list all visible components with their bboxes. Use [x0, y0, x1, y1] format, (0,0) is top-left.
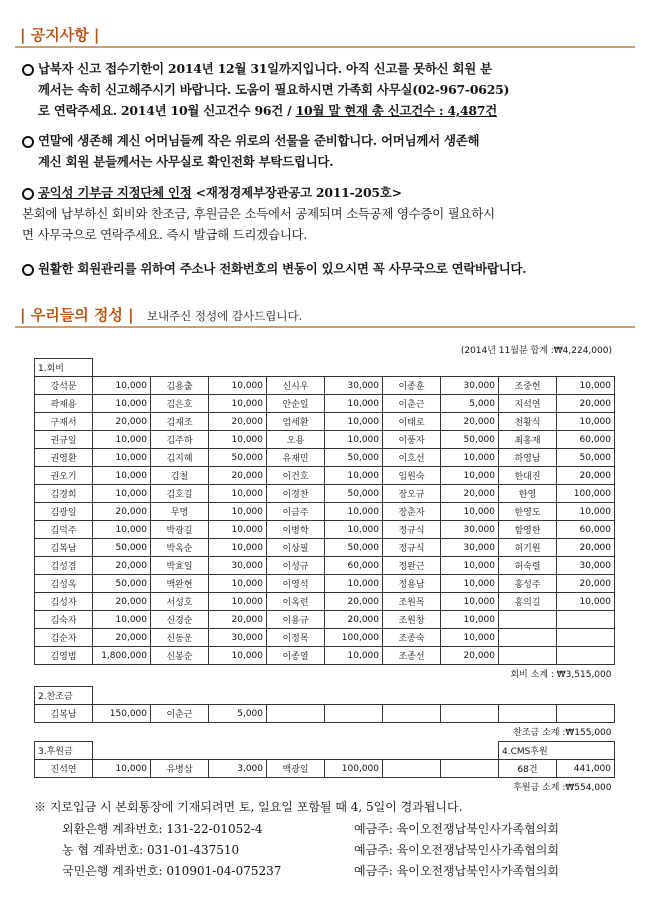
donor-name: 지석연 [499, 395, 557, 413]
donor-name: 장오규 [383, 485, 441, 503]
donor-name: 신시우 [267, 377, 325, 395]
table-row [35, 467, 615, 485]
account-holder-1: 예금주: 육이오전쟁납북인사가족협의회 [354, 822, 559, 836]
cms-count: 68건 [499, 760, 557, 778]
donor-name: 김숙자 [35, 611, 93, 629]
donor-name: 무명 [151, 503, 209, 521]
empty-cell [557, 687, 615, 705]
donor-name: 장춘자 [383, 503, 441, 521]
empty-cell [499, 687, 557, 705]
donation-amount: 10,000 [209, 593, 267, 611]
table-row [35, 521, 615, 539]
donation-amount: 20,000 [557, 575, 615, 593]
empty-cell [209, 687, 267, 705]
donation-amount: 60,000 [325, 557, 383, 575]
donor-name: 권오기 [35, 467, 93, 485]
table-row [35, 705, 615, 723]
table-row [35, 539, 615, 557]
donation-amount: 10,000 [209, 431, 267, 449]
donor-name: 박광길 [151, 521, 209, 539]
donation-amount: 50,000 [557, 449, 615, 467]
donation-amount: 20,000 [325, 611, 383, 629]
donation-amount: 10,000 [93, 485, 151, 503]
cms-section-label: 4.CMS후원 [499, 742, 615, 760]
donor-name: 한대진 [499, 467, 557, 485]
fee-subtotal: 회비 소계 : ₩3,515,000 [510, 670, 612, 680]
support-subtotal: 후원금 소계 :₩554,000 [513, 783, 612, 793]
donation-amount: 20,000 [93, 557, 151, 575]
donor-name: 김복남 [35, 705, 93, 723]
table-section-header [35, 742, 615, 760]
empty-cell [441, 359, 499, 377]
donor-name: 곽재용 [35, 395, 93, 413]
donation-amount: 50,000 [325, 539, 383, 557]
table-row [35, 413, 615, 431]
donor-name: 김영범 [35, 647, 93, 665]
circle-bullet-icon [22, 136, 34, 148]
table-row [35, 611, 615, 629]
donation-amount: 1,800,000 [93, 647, 151, 665]
donation-amount: 30,000 [209, 629, 267, 647]
donation-amount: 10,000 [557, 503, 615, 521]
donor-name: 김용출 [151, 377, 209, 395]
donation-amount: 30,000 [209, 557, 267, 575]
account-holder-3: 예금주: 육이오전쟁납북인사가족협의회 [354, 864, 559, 878]
donation-amount: 10,000 [441, 557, 499, 575]
donor-name: 한영도 [499, 503, 557, 521]
table-row [35, 760, 615, 778]
donor-name: 강석문 [35, 377, 93, 395]
donation-amount: 10,000 [325, 575, 383, 593]
donation-amount: 10,000 [325, 647, 383, 665]
donation-amount: 20,000 [441, 413, 499, 431]
donor-name: 이영석 [267, 575, 325, 593]
donation-amount: 20,000 [441, 647, 499, 665]
circle-bullet-icon [22, 264, 34, 276]
donation-amount: 10,000 [209, 377, 267, 395]
donation-amount: 10,000 [325, 413, 383, 431]
donation-amount: 150,000 [93, 705, 151, 723]
table-section-header [35, 687, 615, 705]
donation-amount: 20,000 [93, 503, 151, 521]
table-row [35, 593, 615, 611]
donation-amount: 3,000 [209, 760, 267, 778]
donation-amount: 50,000 [93, 575, 151, 593]
donation-amount: 10,000 [93, 431, 151, 449]
notice-item-year-end-gift: 연말에 생존해 계신 어머님들께 작은 위로의 선물을 준비합니다. 어머님께서 생존해 계신 회원 분들께서는 사무실로 확인전화 부탁드립니다. [38, 130, 624, 172]
donation-amount: 20,000 [93, 413, 151, 431]
donor-name: 권영환 [35, 449, 93, 467]
donation-amount: 60,000 [557, 521, 615, 539]
donation-amount: 50,000 [325, 449, 383, 467]
empty-cell [267, 359, 325, 377]
empty-cell [151, 687, 209, 705]
donor-name: 임원숙 [383, 467, 441, 485]
donation-amount: 10,000 [557, 413, 615, 431]
empty-cell [441, 705, 499, 723]
donation-amount: 20,000 [557, 395, 615, 413]
donor-name: 유병삼 [151, 760, 209, 778]
donor-name: 조원창 [383, 611, 441, 629]
empty-cell [499, 705, 557, 723]
donation-amount: 30,000 [557, 557, 615, 575]
donor-name: 오용 [267, 431, 325, 449]
donation-amount: 10,000 [93, 449, 151, 467]
donor-name: 이옥련 [267, 593, 325, 611]
donation-subtitle: 보내주신 정성에 감사드립니다. [146, 309, 303, 323]
empty-cell [325, 742, 383, 760]
donor-name: 안순일 [267, 395, 325, 413]
fee-section-label: 1.회비 [35, 359, 93, 377]
empty-cell [383, 760, 441, 778]
notice-item-contact-update: 원활한 회원관리를 위하여 주소나 전화번호의 변동이 있으시면 꼭 사무국으로 연락바랍니다. [38, 258, 624, 279]
empty-cell [93, 359, 151, 377]
donation-amount: 10,000 [93, 521, 151, 539]
donor-name: 김주하 [151, 431, 209, 449]
donor-name: 이호선 [383, 449, 441, 467]
donor-name [499, 611, 557, 629]
empty-cell [325, 705, 383, 723]
donor-name [499, 647, 557, 665]
empty-cell [557, 359, 615, 377]
donor-name: 박옥순 [151, 539, 209, 557]
donor-name: 김철 [151, 467, 209, 485]
donor-name: 이경찬 [267, 485, 325, 503]
donor-name: 서성호 [151, 593, 209, 611]
empty-cell [267, 705, 325, 723]
empty-cell [209, 359, 267, 377]
circle-bullet-icon [22, 64, 34, 76]
donor-name: 김호길 [151, 485, 209, 503]
section-divider [15, 326, 635, 328]
donor-name: 한영 [499, 485, 557, 503]
donation-amount: 10,000 [441, 611, 499, 629]
donation-amount: 10,000 [93, 467, 151, 485]
notice-title-text: 공지사항 [30, 26, 89, 44]
notice-section-title: | 공지사항 | [20, 26, 100, 44]
donation-amount: 10,000 [325, 431, 383, 449]
support-section-label: 3.후원금 [35, 742, 93, 760]
donor-name: 이춘근 [383, 395, 441, 413]
donor-name: 이태로 [383, 413, 441, 431]
donor-name: 이성규 [267, 557, 325, 575]
donation-amount: 10,000 [441, 449, 499, 467]
bank-account-1: 외환은행 계좌번호: 131-22-01052-4 [62, 822, 263, 836]
table-row [35, 449, 615, 467]
membership-fee-table [34, 358, 615, 682]
donor-name: 김성겸 [35, 557, 93, 575]
donor-name: 백완현 [151, 575, 209, 593]
donor-name: 이금주 [267, 503, 325, 521]
empty-cell [383, 687, 441, 705]
donation-amount: 10,000 [209, 575, 267, 593]
table-row [35, 503, 615, 521]
empty-cell [93, 742, 151, 760]
donation-amount: 30,000 [441, 377, 499, 395]
donation-amount: 50,000 [325, 485, 383, 503]
donor-name: 박효일 [151, 557, 209, 575]
account-holder-2: 예금주: 육이오전쟁납북인사가족협의회 [354, 843, 559, 857]
donation-amount: 10,000 [325, 521, 383, 539]
donation-amount: 10,000 [209, 521, 267, 539]
donor-name: 조종선 [383, 647, 441, 665]
donation-amount: 30,000 [325, 377, 383, 395]
donation-amount: 10,000 [209, 539, 267, 557]
giro-note: ※ 지로입금 시 본회통장에 기재되려면 토, 일요일 포함될 때 4, 5일이 경과됩니다. [34, 800, 463, 814]
donation-amount [557, 629, 615, 647]
donor-name: 이종열 [267, 647, 325, 665]
donor-name: 신경순 [151, 611, 209, 629]
donor-name: 이상필 [267, 539, 325, 557]
donation-amount: 100,000 [325, 760, 383, 778]
donor-name: 백광일 [267, 760, 325, 778]
empty-cell [383, 359, 441, 377]
subtotal-row [35, 665, 615, 683]
donation-amount: 10,000 [557, 377, 615, 395]
donor-name: 허숙렬 [499, 557, 557, 575]
donor-name: 유재민 [267, 449, 325, 467]
section-divider [15, 46, 635, 48]
donation-amount: 10,000 [93, 611, 151, 629]
donation-amount: 20,000 [325, 593, 383, 611]
donor-name: 이춘근 [151, 705, 209, 723]
donor-name: 정규식 [383, 539, 441, 557]
donation-amount: 5,000 [441, 395, 499, 413]
donor-name: 허기원 [499, 539, 557, 557]
donation-amount: 10,000 [209, 503, 267, 521]
donor-name: 권규일 [35, 431, 93, 449]
donation-amount: 50,000 [209, 449, 267, 467]
donation-amount: 100,000 [557, 485, 615, 503]
donor-name: 신봉순 [151, 647, 209, 665]
donor-name: 홍성주 [499, 575, 557, 593]
sponsor-subtotal: 찬조금 소계 :₩155,000 [513, 728, 612, 738]
donation-amount: 50,000 [441, 431, 499, 449]
donation-amount: 10,000 [325, 467, 383, 485]
empty-cell [151, 359, 209, 377]
donation-amount: 60,000 [557, 431, 615, 449]
donor-name: 함영한 [499, 521, 557, 539]
donor-name: 엄세환 [267, 413, 325, 431]
donor-name: 조종숙 [383, 629, 441, 647]
donor-name: 이정목 [267, 629, 325, 647]
donation-amount: 20,000 [209, 611, 267, 629]
empty-cell [441, 760, 499, 778]
empty-cell [325, 687, 383, 705]
table-row [35, 485, 615, 503]
donation-amount [557, 647, 615, 665]
donation-amount: 20,000 [209, 413, 267, 431]
donor-name: 천황식 [499, 413, 557, 431]
bank-account-2: 농 협 계좌번호: 031-01-437510 [62, 843, 240, 857]
donation-amount: 100,000 [325, 629, 383, 647]
donor-name: 진석연 [35, 760, 93, 778]
donation-amount: 10,000 [325, 395, 383, 413]
donation-amount: 10,000 [441, 467, 499, 485]
donor-name: 홍의길 [499, 593, 557, 611]
donation-amount: 10,000 [209, 395, 267, 413]
donation-amount: 20,000 [441, 485, 499, 503]
donation-amount: 20,000 [93, 593, 151, 611]
donor-name: 김은호 [151, 395, 209, 413]
empty-cell [325, 359, 383, 377]
donor-name: 조원목 [383, 593, 441, 611]
donor-name: 정완근 [383, 557, 441, 575]
donation-amount: 50,000 [93, 539, 151, 557]
table-section-header [35, 359, 615, 377]
empty-cell [151, 742, 209, 760]
table-row [35, 557, 615, 575]
donation-amount: 20,000 [557, 539, 615, 557]
donor-name: 김성옥 [35, 575, 93, 593]
empty-cell [499, 359, 557, 377]
donation-amount: 20,000 [93, 629, 151, 647]
donor-name: 신동운 [151, 629, 209, 647]
donor-name: 김재조 [151, 413, 209, 431]
cms-amount: 441,000 [557, 760, 615, 778]
donor-name: 이병학 [267, 521, 325, 539]
donation-amount: 10,000 [441, 593, 499, 611]
circle-bullet-icon [22, 188, 34, 200]
empty-cell [441, 687, 499, 705]
donation-title-text: 우리들의 정성 [30, 306, 123, 324]
donor-name: 최홍재 [499, 431, 557, 449]
subtotal-row [35, 723, 615, 741]
empty-cell [557, 705, 615, 723]
sponsorship-table [34, 686, 615, 740]
table-row [35, 647, 615, 665]
donation-amount [557, 611, 615, 629]
donation-amount: 10,000 [93, 760, 151, 778]
bank-account-3: 국민은행 계좌번호: 010901-04-075237 [62, 864, 282, 878]
empty-cell [93, 687, 151, 705]
donor-name: 이풍자 [383, 431, 441, 449]
donor-name: 이종훈 [383, 377, 441, 395]
donation-amount: 10,000 [441, 575, 499, 593]
donation-amount: 10,000 [209, 647, 267, 665]
donor-name: 구재서 [35, 413, 93, 431]
donor-name: 김광일 [35, 503, 93, 521]
donation-amount: 20,000 [209, 467, 267, 485]
donor-name: 하영남 [499, 449, 557, 467]
subtotal-row [35, 778, 615, 796]
donor-name: 김성자 [35, 593, 93, 611]
donor-name: 이용규 [267, 611, 325, 629]
table-row [35, 431, 615, 449]
notice-item-report-deadline: 납북자 신고 접수기한이 2014년 12월 31일까지입니다. 아직 신고를 못하신 회원 분 께서는 속히 신고해주시기 바랍니다. 도움이 필요하시면 가족회 사무실(02-967-0625) 로 연락주세요. 2014년 10월 신고건수 96건 / 10월 말 현재 총 신고건수 : 4,487건 [38, 58, 624, 121]
empty-cell [267, 742, 325, 760]
table-row [35, 575, 615, 593]
support-table [34, 741, 615, 795]
donation-amount: 10,000 [557, 593, 615, 611]
empty-cell [441, 742, 499, 760]
donation-amount: 10,000 [93, 377, 151, 395]
donation-amount: 30,000 [441, 521, 499, 539]
donor-name: 조중헌 [499, 377, 557, 395]
donation-amount: 10,000 [325, 503, 383, 521]
monthly-total: (2014년 11월분 합계 :₩4,224,000) [460, 346, 612, 356]
donation-section-title: | 우리들의 정성 | 보내주신 정성에 감사드립니다. [20, 306, 303, 324]
table-row [35, 395, 615, 413]
report-count-highlight: 10월 말 현재 총 신고건수 : 4,487건 [295, 103, 498, 118]
donation-amount: 5,000 [209, 705, 267, 723]
empty-cell [267, 687, 325, 705]
donation-amount: 10,000 [441, 629, 499, 647]
empty-cell [383, 705, 441, 723]
donor-name: 김덕주 [35, 521, 93, 539]
donation-amount: 10,000 [209, 485, 267, 503]
notice-item-donation-receipt: 공익성 기부금 지정단체 인정 <재정경제부장관공고 2011-205호> 본회에 납부하신 회비와 찬조금, 후원금은 소득에서 공제되며 소득공제 영수증이 필요하시 면 사무국으로 연락주세요. 즉시 발급해 드리겠습니다. [22, 185, 495, 242]
donor-name: 정규식 [383, 521, 441, 539]
empty-cell [209, 742, 267, 760]
table-row [35, 629, 615, 647]
donor-name: 김순자 [35, 629, 93, 647]
donation-amount: 30,000 [441, 539, 499, 557]
donation-amount: 20,000 [557, 467, 615, 485]
donor-name: 김지혜 [151, 449, 209, 467]
empty-cell [383, 742, 441, 760]
donation-amount: 10,000 [441, 503, 499, 521]
donor-name [499, 629, 557, 647]
donor-name: 정용남 [383, 575, 441, 593]
sponsor-section-label: 2.찬조금 [35, 687, 93, 705]
donation-amount: 10,000 [93, 395, 151, 413]
donor-name: 김복남 [35, 539, 93, 557]
donor-name: 이건호 [267, 467, 325, 485]
table-row [35, 377, 615, 395]
donor-name: 김경희 [35, 485, 93, 503]
